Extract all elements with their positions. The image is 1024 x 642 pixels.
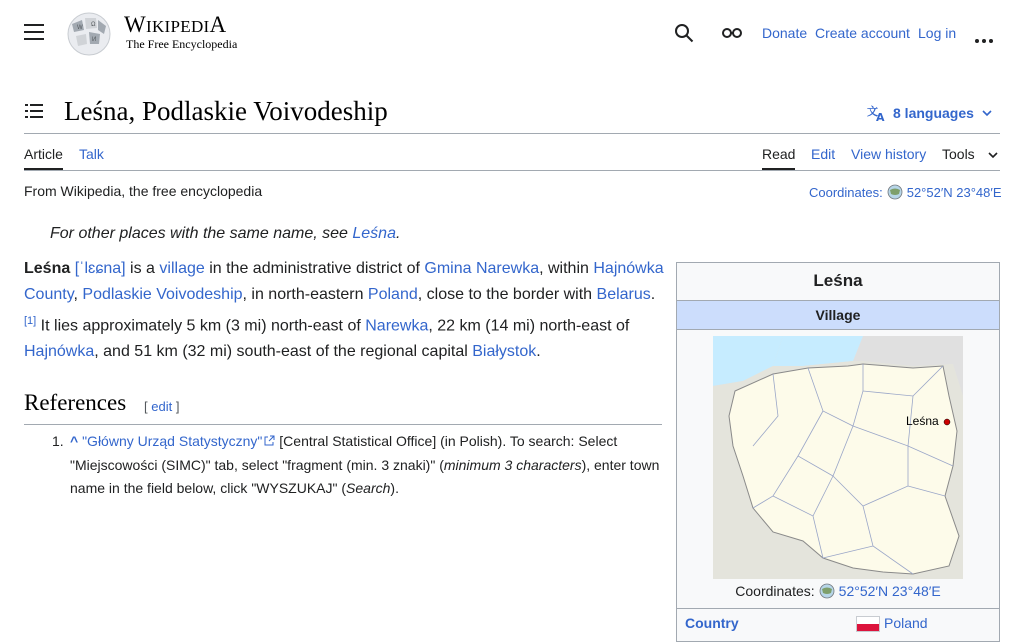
hatnote-link[interactable]: Leśna [352, 225, 396, 242]
narewka-link[interactable]: Narewka [365, 317, 429, 335]
belarus-link[interactable]: Belarus [596, 286, 651, 303]
title-divider [24, 133, 1000, 134]
infobox-coordinates-link[interactable]: 52°52′N 23°48′E [838, 583, 941, 599]
tab-edit[interactable]: Edit [811, 146, 836, 162]
main-menu-button[interactable] [24, 24, 44, 41]
search-icon[interactable] [674, 23, 694, 43]
wikipedia-globe-logo[interactable] [64, 10, 114, 56]
location-map[interactable] [713, 336, 963, 579]
references-edit-link[interactable]: edit [151, 399, 173, 414]
translate-icon [867, 104, 887, 122]
voivodeship-link[interactable]: Podlaskie Voivodeship [82, 286, 243, 303]
coordinates-label[interactable]: Coordinates: [809, 184, 883, 200]
infobox [676, 262, 1000, 642]
bialystok-link[interactable]: Białystok [472, 343, 537, 361]
village-link[interactable]: village [159, 260, 205, 277]
tab-article[interactable]: Article [24, 146, 63, 162]
infobox-divider [677, 608, 999, 609]
tab-tools[interactable]: Tools [942, 146, 975, 162]
hatnote: For other places with the same name, see Leśna. [50, 225, 401, 242]
citation-link[interactable]: [1] [24, 315, 37, 327]
svg-text:W: W [77, 25, 83, 31]
gmina-link[interactable]: Gmina Narewka [424, 260, 540, 277]
infobox-coordinates [677, 583, 999, 599]
svg-text:Ω: Ω [91, 22, 96, 28]
infobox-title: Leśna [813, 271, 863, 290]
infobox-coordinates-label: Coordinates: [735, 583, 815, 599]
appearance-glasses-icon[interactable] [721, 25, 743, 41]
poland-flag-icon [856, 616, 880, 632]
lead-paragraph: Leśna [ˈlɛɕna] is a village in the administrative district of Gmina Narewka, within Hajnówka County, Podlaskie Voivodeship, in north-eastern Poland, close to the border with Belarus.[1] It lies approximately 5 km (3 mi) north-east of Narewka, 22 km (14 mi) north-east of Hajnówka, and 51 km (32 mi) south-east of the regional capital Białystok. [24, 260, 664, 361]
tab-read[interactable]: Read [762, 146, 796, 162]
wikipedia-tagline: The Free Encyclopedia [126, 37, 238, 51]
page-title: Leśna, Podlaskie Voivodeship [64, 96, 388, 126]
references-edit-section: [ edit ] [144, 399, 180, 414]
geohack-globe-icon[interactable] [819, 583, 835, 599]
tab-talk[interactable]: Talk [79, 146, 104, 162]
geohack-globe-icon[interactable] [887, 184, 903, 200]
article-subject: Leśna [24, 260, 71, 277]
create-account-link[interactable]: Create account [815, 25, 910, 41]
table-of-contents-icon[interactable] [25, 103, 43, 119]
reference-number: 1. [52, 433, 64, 449]
more-options-icon[interactable] [975, 30, 997, 36]
chevron-down-icon [980, 108, 994, 118]
reference-title-link[interactable]: "Główny Urząd Statystyczny" [82, 433, 263, 449]
infobox-country-label[interactable]: Country [685, 615, 739, 631]
poland-link[interactable]: Poland [367, 286, 418, 303]
tab-view-history[interactable]: View history [851, 146, 927, 162]
site-subtitle: From Wikipedia, the free encyclopedia [24, 183, 263, 199]
coordinates-top [809, 184, 1002, 200]
infobox-subtitle: Village [677, 300, 999, 330]
log-in-link[interactable]: Log in [918, 25, 957, 41]
svg-text:И: И [92, 37, 97, 43]
references-divider [24, 424, 662, 425]
map-marker-label: Leśna [906, 414, 939, 428]
ipa-link[interactable]: [ˈlɛɕna] [74, 260, 126, 277]
external-link-icon [264, 435, 275, 446]
tabs-divider [24, 170, 1000, 171]
county-link[interactable]: Hajnówka County [24, 260, 664, 303]
language-count: 8 languages [893, 105, 974, 121]
coordinates-value-link[interactable]: 52°52′N 23°48′E [906, 184, 1002, 200]
language-selector-button[interactable] [867, 103, 994, 123]
infobox-country-value[interactable]: Poland [884, 615, 928, 631]
wikipedia-wordmark[interactable]: WIKIPEDIA [124, 12, 227, 37]
site-header [0, 0, 1024, 66]
references-heading: References [24, 390, 127, 415]
backlink-caret[interactable]: ^ [70, 433, 79, 449]
donate-link[interactable]: Donate [762, 25, 808, 41]
svg-text:文: 文 [867, 105, 878, 118]
tools-chevron-down-icon[interactable] [986, 150, 1000, 160]
hajnowka-link[interactable]: Hajnówka [24, 343, 95, 361]
reference-item: ^ "Główny Urząd Statystyczny" [Central Statistical Office] (in Polish). To search: Select "Miejscowości (SIMC)" tab, select "fragment (min. 3 znaki)" (minimum 3 characters), enter town name in the field below, click "WYSZUKAJ" (Search). [70, 433, 660, 496]
svg-text:A: A [876, 111, 885, 122]
